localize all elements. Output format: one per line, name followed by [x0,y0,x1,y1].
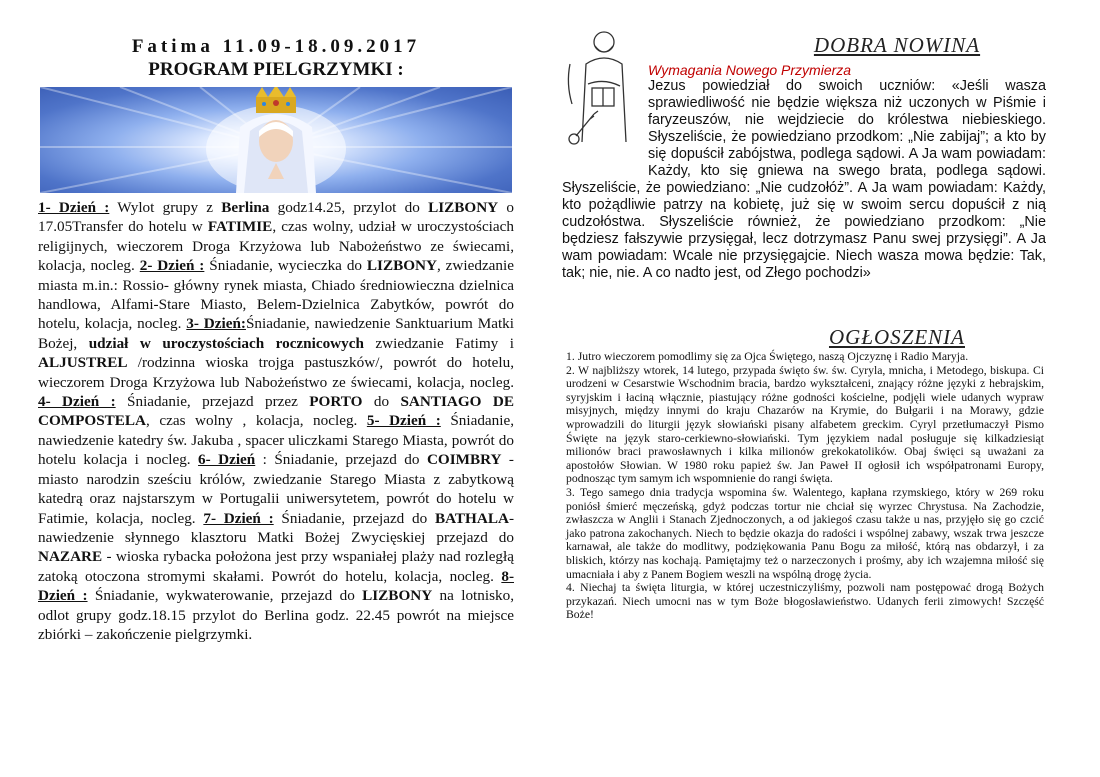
announcement-item: 2. W najbliższy wtorek, 14 lutego, przypada święto św. św. Cyryla, mnicha, i Metodego, biskupa. Ci urodzeni w Cesarstwie Wschodnim bracia, bardzo wykształceni, znający różne języki z hebrajskim, syryjskim i łaciną włącznie, piastujący różne godności kościelne, podjęli wiele udanych wypraw misyjnych, między innymi do kraju Chazarów na Krymie, do Bułgarii i na Morawy, gdzie wprowadzili do liturgii język słowiański pisany alfabetem greckim. Cyryl przetłumaczył Pismo Święte na język staro-cerkiewno-słowiański. Tym językiem nadal posługuje się kilkadziesiąt milionów braci prawosławnych i kilka milionów grekokatolików. Obaj święci są uważani za apostołów Słowian. W 1980 roku papież św. Jan Paweł II ogłosił ich współpatronami Europy, podnosząc tym samym ich wspomnienie do rangi święta. [566,363,1044,486]
day-label: 6- Dzień [198,451,256,469]
announcement-item: 3. Tego samego dnia tradycja wspomina św. Walentego, kapłana rzymskiego, który w 269 roku poniósł śmierć męczeńską, gdyż podczas tortur nie chciał się wyrzec Chrystusa. Na Zachodzie, zwłaszcza w Anglii i Stanach Zjednoczonych, a od jakiegoś czasu także u nas, przyjęło się go czcić jako patrona zakochanych. Niech to będzie okazja do radości i wspólnej zabawy, wszak trwa jeszcze karnawał, ale także do modlitwy, podziękowania Panu Bogu za miłość, którą nas obdarzył, i za bliskich, którzy nas kochają. Pamiętajmy też o narzeczonych i prośmy, aby ich wzajemna miłość się umacniała i aby z Panem Bogiem weszli na wspólną drogę życia. [566,485,1044,581]
gospel-subtitle: Wymagania Nowego Przymierza [648,62,852,78]
day-label: 3- Dzień: [186,315,246,333]
program-text: 1- Dzień : Wylot grupy z Berlina godz14.25, przylot do LIZBONY o 17.05Transfer do hotelu w FATIMIE, czas wolny, udział w uroczystościach religijnych, wieczorem Droga Krzyżowa lub Nabożeństwo ze świecami, kolacja, nocleg. 2- Dzień : Śniadanie, wycieczka do LIZBONY, zwiedzanie miasta m.in.: Rossio- główny rynek miasta, Chiado średniowieczna dzielnica handlowa, Alfami-Stare Miasto, Belem-Dzielnica Zabytków, powrót do hotelu, kolacja, nocleg. 3- Dzień:Śniadanie, nawiedzenie Sanktuarium Matki Bożej, udział w uroczystościach rocznicowych zwiedzanie Fatimy i ALJUSTREL /rodzinna wioska trojga pastuszków/, powrót do hotelu, wieczorem Droga Krzyżowa lub Nabożeństwo ze świecami, kolacja, nocleg. 4- Dzień : Śniadanie, przejazd przez PORTO do SANTIAGO DE COMPOSTELA, czas wolny , kolacja, nocleg. 5- Dzień : Śniadanie, nawiedzenie katedry św. Jakuba , spacer uliczkami Starego Miasta, powrót do hotelu kolacja i nocleg. 6- Dzień : Śniadanie, przejazd do COIMBRY - miasto narodzin sześciu królów, zwiedzanie Starego Miasta z zabytkową katedrą oraz najstarszym w Portugalii uniwersytetem, powrót do hotelu w Fatimie, kolacja, nocleg. 7- Dzień : Śniadanie, przejazd do BATHALA- nawiedzenie słynnego klasztoru Matki Bożej Zwycięskiej przejazd do NAZARE - wioska rybacka położona jest przy wspaniałej plaży nad rozległą zatoką otoczona stromymi skałami. Powrót do hotelu, kolacja, nocleg. 8- Dzień : Śniadanie, wykwaterowanie, przejazd do LIZBONY na lotnisko, odlot grupy godz.18.15 przylot do Berlina godz. 22.45 powrót na miejsce zbiórki – zakończenie pielgrzymki. [38,199,515,643]
day-label: 8- Dzień : [38,567,514,605]
day-label: 5- Dzień : [366,412,441,430]
program-heading: PROGRAM PIELGRZYMKI : [148,59,404,80]
madonna-image [40,87,512,193]
gospel-text: Jezus powiedział do swoich uczniów: «Jeśli wasza sprawiedliwość nie będzie większa niż uczonych w Piśmie i faryzeuszów, nie wejdziecie do królestwa niebieskiego. Słyszeliście, że powiedziano przodkom: „Nie zabijaj”; a kto by się dopuścił zabójstwa, podlega sądowi. A Ja wam powiadam: Każdy, kto się gniewa na swego brata, podlega sądowi. Słyszeliście, że powiedziano: „Nie cudzołóż”. A Ja wam powiadam: Każdy, kto pożądliwie patrzy na kobietę, już się w swoim sercu dopuścił z nią cudzołóstwa. Słyszeliście również, że powiedziano przodkom: „Nie będziesz fałszywie przysięgał, lecz dotrzymasz Panu swej przysięgi”. A Ja wam powiadam: Wcale nie przysięgajcie. Niech wasza mowa będzie: Tak, tak; nie, nie. A co nadto jest, od Złego pochodzi» [562,78,1046,281]
day-label: 4- Dzień : [38,393,116,411]
day-label: 2- Dzień : [139,257,205,275]
dobra-nowina-heading: DOBRA NOWINA [813,33,981,57]
announcement-item: 4. Niechaj ta święta liturgia, w której uczestniczyliśmy, pozwoli nam postępować drogą Bożych przykazań. Niech umocni nas w tym Boże błogosławieństwo. Udanych ferii zimowych! Szczęść Boże! [566,581,1044,622]
day-label: 1- Dzień : [38,199,110,216]
announcement-item: 1. Jutro wieczorem pomodlimy się za Ojca Świętego, naszą Ojczyznę i Radio Maryja. [566,350,969,363]
announcements-heading: OGŁOSZENIA [828,325,965,349]
day-label: 7- Dzień : [203,509,274,527]
madonna-fatima-icon [40,87,512,193]
announcements-list [566,350,1044,622]
page-title: Fatima 11.09-18.09.2017 [131,36,421,57]
